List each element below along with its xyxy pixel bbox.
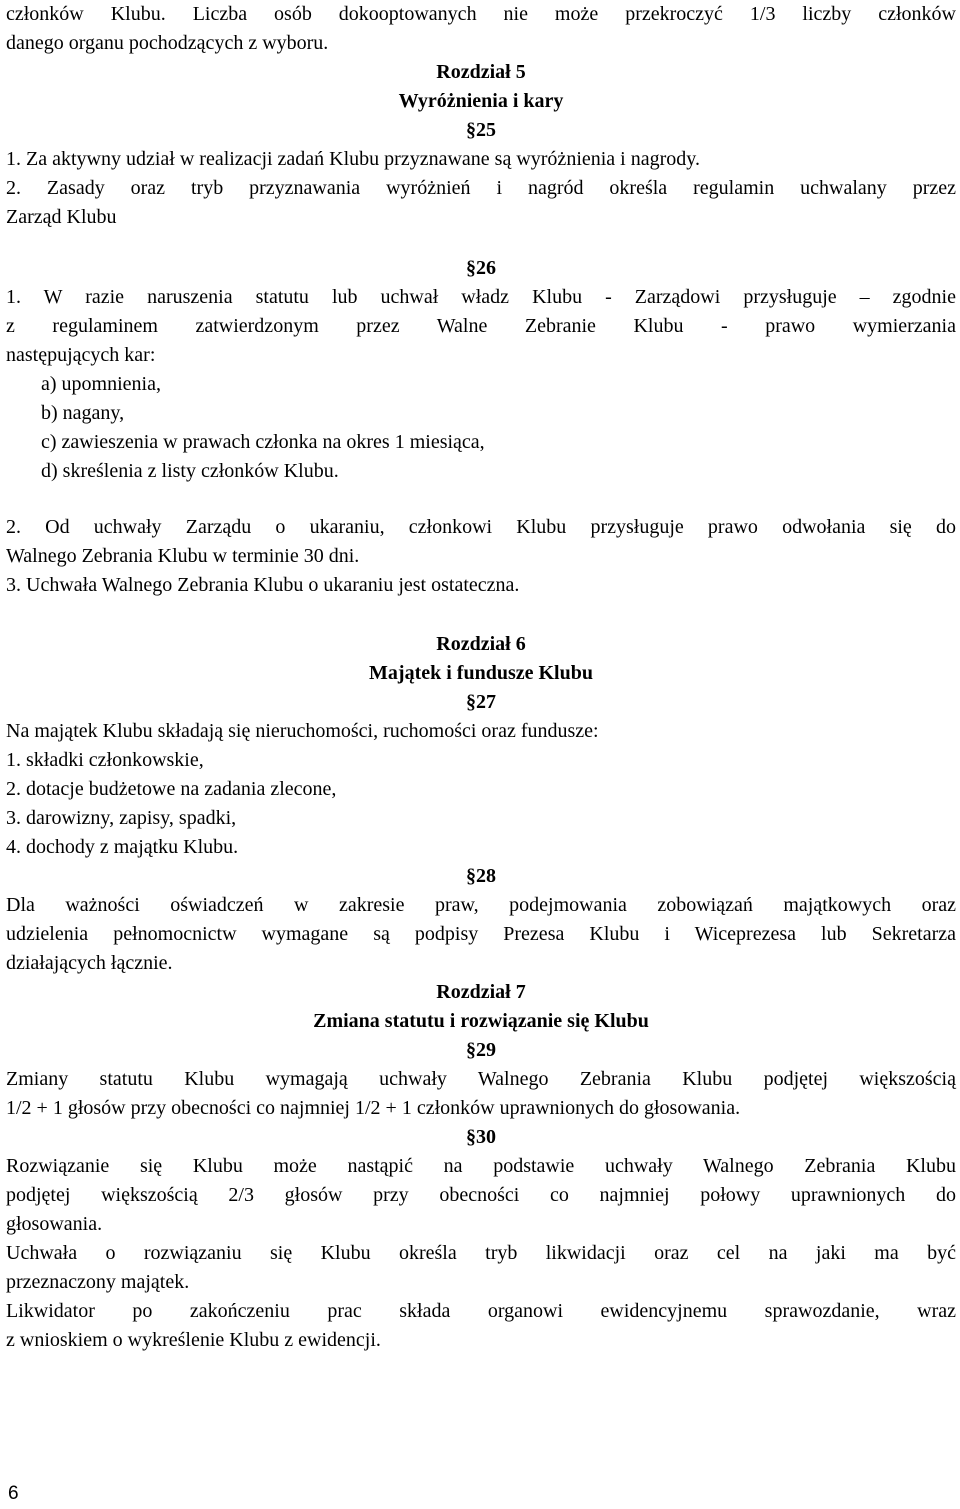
spacer [6, 486, 956, 513]
section-28-heading: §28 [466, 865, 496, 887]
list-item: c) zawieszenia w prawach członka na okres 1 miesiąca, [41, 431, 485, 453]
text-line: Rozwiązanie się Klubu może nastąpić na podstawie uchwały Walnego Zebrania Klubu [6, 1155, 956, 1177]
text-line: członków Klubu. Liczba osób dokooptowanych nie może przekroczyć 1/3 liczby członków [6, 3, 956, 25]
section-26-heading: §26 [466, 257, 496, 279]
text-line: z wnioskiem o wykreślenie Klubu z ewidencji. [6, 1329, 381, 1351]
text-line: następujących kar: [6, 344, 156, 366]
section-25-body [6, 145, 956, 232]
list-item: 4. dochody z majątku Klubu. [6, 836, 239, 858]
list-item: 2. dotacje budżetowe na zadania zlecone, [6, 778, 337, 800]
text-line: działających łącznie. [6, 952, 173, 974]
chapter-title: Rozdział 5 [436, 61, 526, 83]
document-page [6, 0, 956, 1355]
chapter-subtitle: Majątek i fundusze Klubu [369, 662, 593, 684]
text-line: 1/2 + 1 głosów przy obecności co najmniej 1/2 + 1 członków uprawnionych do głosowania. [6, 1097, 741, 1119]
text-line: 2. Zasady oraz tryb przyznawania wyróżnień i nagród określa regulamin uchwalany przez [6, 177, 956, 199]
chapter-title: Rozdział 7 [436, 981, 526, 1003]
list-item: d) skreślenia z listy członków Klubu. [41, 460, 339, 482]
section-25-heading: §25 [466, 119, 496, 141]
section-29-body [6, 1065, 956, 1123]
list-item: a) upomnienia, [41, 373, 161, 395]
text-line: Uchwała o rozwiązaniu się Klubu określa tryb likwidacji oraz cel na jaki ma być [6, 1242, 956, 1264]
text-line: 1. W razie naruszenia statutu lub uchwał władz Klubu - Zarządowi przysługuje – zgodnie [6, 286, 956, 308]
section-30-heading: §30 [466, 1126, 496, 1148]
text-line: Walnego Zebrania Klubu w terminie 30 dni. [6, 545, 360, 567]
text-line: Zarząd Klubu [6, 206, 117, 228]
list-item: b) nagany, [41, 402, 125, 424]
text-line: Na majątek Klubu składają się nieruchomości, ruchomości oraz fundusze: [6, 720, 599, 742]
text-line: 2. Od uchwały Zarządu o ukaraniu, członkowi Klubu przysługuje prawo odwołania się do [6, 516, 956, 538]
section-29-heading: §29 [466, 1039, 496, 1061]
chapter-subtitle: Zmiana statutu i rozwiązanie się Klubu [313, 1010, 649, 1032]
section-30-body [6, 1152, 956, 1355]
section-28-body [6, 891, 956, 978]
text-line: 1. Za aktywny udział w realizacji zadań Klubu przyznawane są wyróżnienia i nagrody. [6, 148, 700, 170]
text-line: podjętej większością 2/3 głosów przy obecności co najmniej połowy uprawnionych do [6, 1184, 956, 1206]
page-number: 6 [8, 1483, 19, 1504]
list-item: 3. darowizny, zapisy, spadki, [6, 807, 237, 829]
spacer [6, 232, 956, 254]
chapter-subtitle: Wyróżnienia i kary [398, 90, 564, 112]
text-line: 3. Uchwała Walnego Zebrania Klubu o ukaraniu jest ostateczna. [6, 574, 520, 596]
text-line: głosowania. [6, 1213, 103, 1235]
text-line: danego organu pochodzących z wyboru. [6, 32, 329, 54]
chapter-7-heading [6, 978, 956, 1065]
section-27-heading: §27 [466, 691, 496, 713]
text-line: Likwidator po zakończeniu prac składa organowi ewidencyjnemu sprawozdanie, wraz [6, 1300, 956, 1322]
text-line: Dla ważności oświadczeń w zakresie praw, podejmowania zobowiązań majątkowych oraz [6, 894, 956, 916]
paragraph-cooptation [6, 0, 956, 58]
text-line: z regulaminem zatwierdzonym przez Walne Zebranie Klubu - prawo wymierzania [6, 315, 956, 337]
text-line: przeznaczony majątek. [6, 1271, 190, 1293]
text-line: udzielenia pełnomocnictw wymagane są podpisy Prezesa Klubu i Wiceprezesa lub Sekretarza [6, 923, 956, 945]
list-item: 1. składki członkowskie, [6, 749, 204, 771]
chapter-5-heading [6, 58, 956, 145]
chapter-title: Rozdział 6 [436, 633, 526, 655]
text-line: Zmiany statutu Klubu wymagają uchwały Walnego Zebrania Klubu podjętej większością [6, 1068, 956, 1090]
spacer [6, 600, 956, 630]
section-27-body [6, 717, 956, 862]
section-26-body [6, 283, 956, 600]
chapter-6-heading [6, 630, 956, 717]
